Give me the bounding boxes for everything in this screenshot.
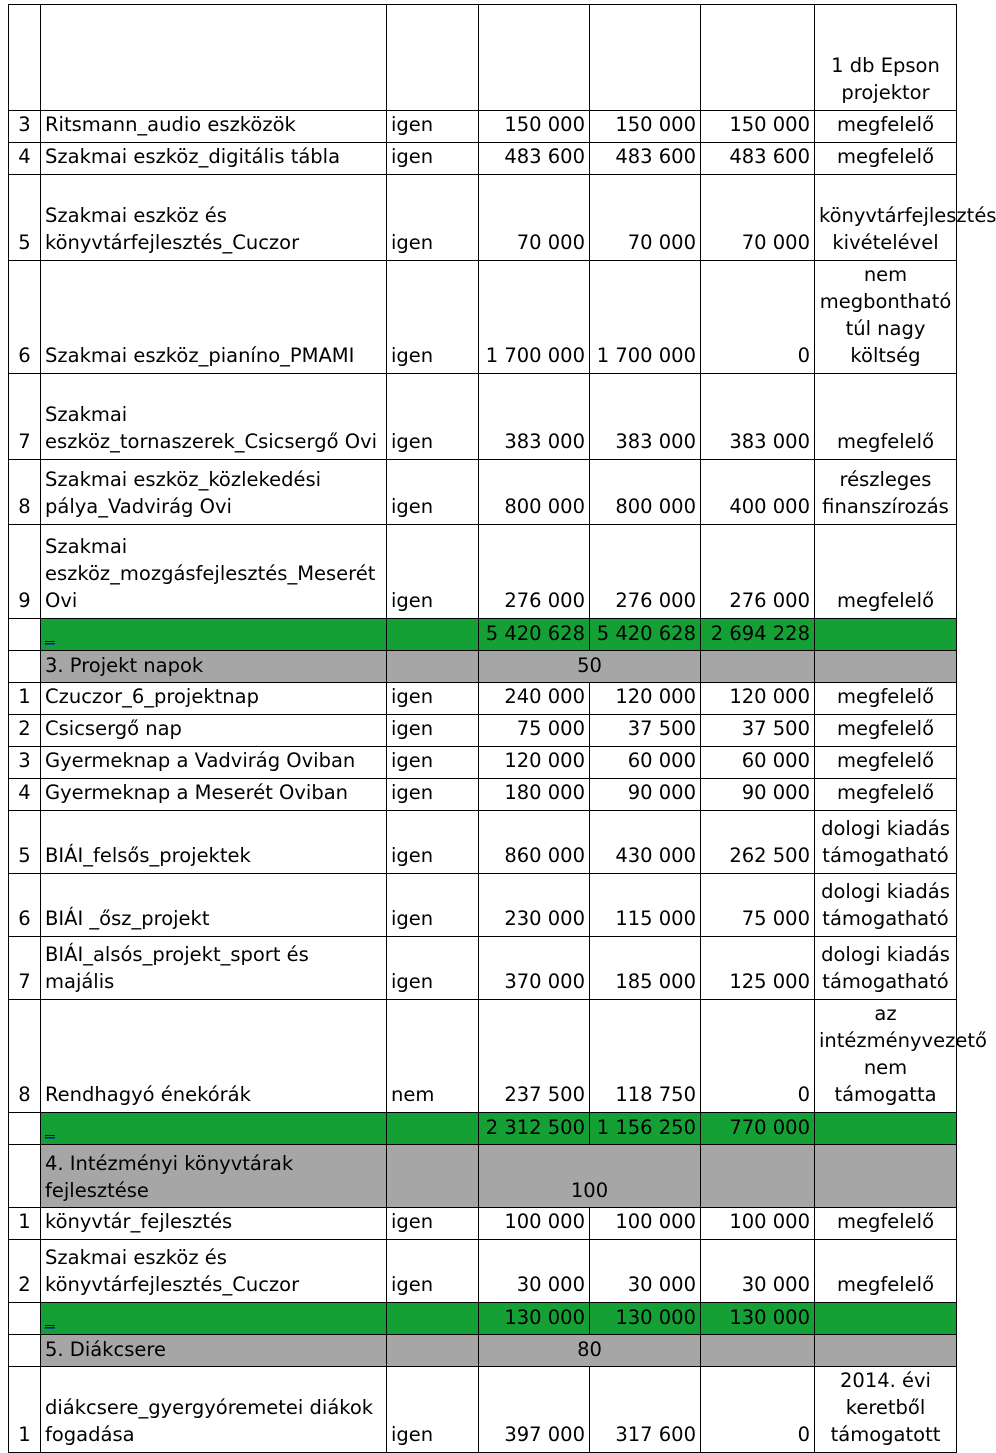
table-row: 8 Rendhagyó énekórák nem 237 500 118 750 0 az intézményvezető nem támogatta (9, 1000, 957, 1113)
section-header-diakcsere: 5. Diákcsere 80 (9, 1335, 957, 1367)
subtotal-row: _ 5 420 628 5 420 628 2 694 228 (9, 619, 957, 651)
subtotal-link[interactable]: _ (45, 1116, 55, 1139)
table-row: 6 Szakmai eszköz_pianíno_PMAMI igen 1 700 000 1 700 000 0 nem megbontható túl nagy költség (9, 261, 957, 374)
table-row: 3 Ritsmann_audio eszközök igen 150 000 150 000 150 000 megfelelő (9, 111, 957, 143)
section-header-projekt-napok: 3. Projekt napok 50 (9, 651, 957, 683)
subtotal-row: _ 2 312 500 1 156 250 770 000 (9, 1113, 957, 1145)
table-row: 7 Szakmai eszköz_tornaszerek_Csicsergő Ovi igen 383 000 383 000 383 000 megfelelő (9, 374, 957, 460)
subtotal-link[interactable]: _ (45, 622, 55, 645)
table-row: 5 BIÁI_felsős_projektek igen 860 000 430 000 262 500 dologi kiadás támogatható (9, 811, 957, 874)
table-row: 5 Szakmai eszköz és könyvtárfejlesztés_Cuczor igen 70 000 70 000 70 000 könyvtárfejlesztés kivételével (9, 175, 957, 261)
header-row (9, 5, 957, 111)
table-row: 4 Szakmai eszköz_digitális tábla igen 483 600 483 600 483 600 megfelelő (9, 143, 957, 175)
table-row: 1 diákcsere_gyergyóremetei diákok fogadása igen 397 000 317 600 0 2014. évi keretből támogatott (9, 1367, 957, 1453)
table-row: 7 BIÁI_alsós_projekt_sport és majális igen 370 000 185 000 125 000 dologi kiadás támogatható (9, 937, 957, 1000)
budget-table (8, 4, 996, 1453)
subtotal-link[interactable]: _ (45, 1306, 55, 1329)
subtotal-row: _ 130 000 130 000 130 000 (9, 1303, 957, 1335)
section-header-konyvtarak: 4. Intézményi könyvtárak fejlesztése 100 (9, 1145, 957, 1208)
table-row: 2 Csicsergő nap igen 75 000 37 500 37 500 megfelelő (9, 715, 957, 747)
table-row: 3 Gyermeknap a Vadvirág Oviban igen 120 000 60 000 60 000 megfelelő (9, 747, 957, 779)
table-row: 1 Czuczor_6_projektnap igen 240 000 120 000 120 000 megfelelő (9, 683, 957, 715)
table-row: 1 könyvtár_fejlesztés igen 100 000 100 000 100 000 megfelelő (9, 1208, 957, 1240)
table-row: 9 Szakmai eszköz_mozgásfejlesztés_Meserét Ovi igen 276 000 276 000 276 000 megfelelő (9, 525, 957, 619)
table-row: 6 BIÁI _ősz_projekt igen 230 000 115 000 75 000 dologi kiadás támogatható (9, 874, 957, 937)
table-row: 2 Szakmai eszköz és könyvtárfejlesztés_Cuczor igen 30 000 30 000 30 000 megfelelő (9, 1240, 957, 1303)
header-cell-projektor: 1 db Epson projektor (815, 5, 957, 111)
table-row: 4 Gyermeknap a Meserét Oviban igen 180 000 90 000 90 000 megfelelő (9, 779, 957, 811)
table-row: 8 Szakmai eszköz_közlekedési pálya_Vadvirág Ovi igen 800 000 800 000 400 000 részleges finanszírozás (9, 460, 957, 525)
